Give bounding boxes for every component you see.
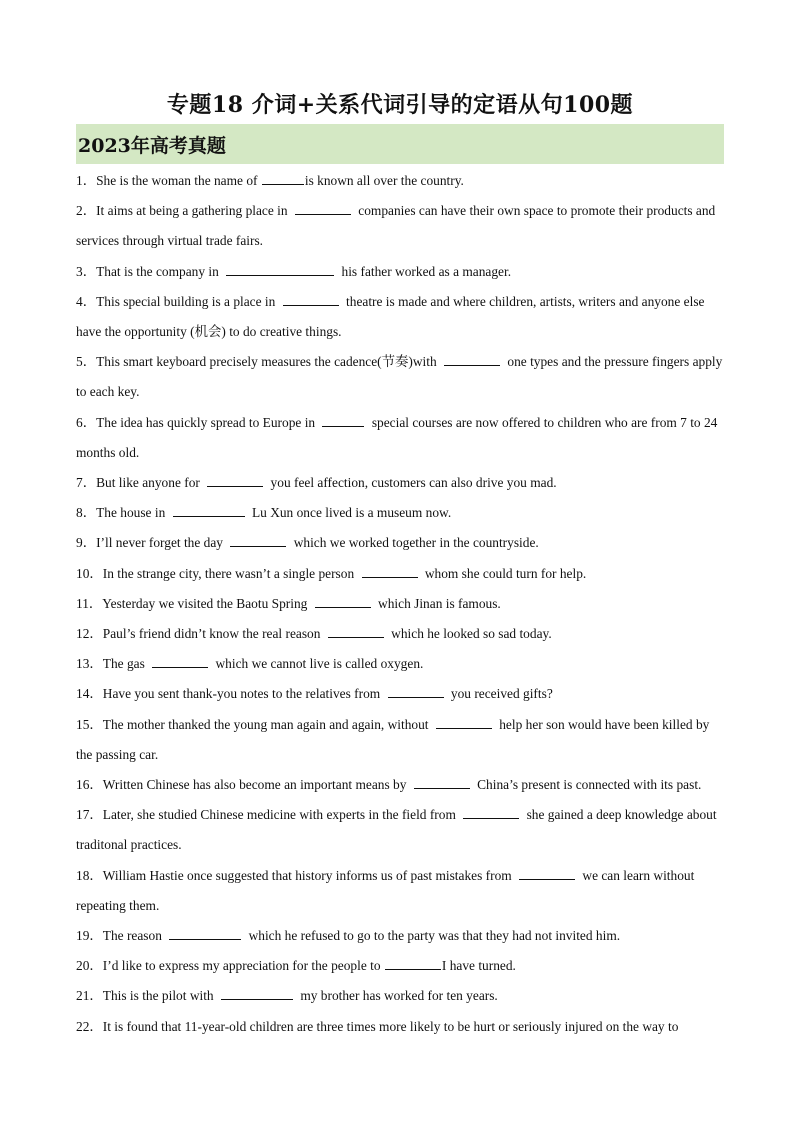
question-text: theatre is made and where children, artists, writers and anyone else have the opportunity (机会) to do creative things. — [76, 293, 705, 340]
question-text: China’s present is connected with its past. — [473, 777, 702, 793]
question-text: we can learn without repeating them. — [76, 867, 695, 913]
question-number: 11． — [76, 595, 103, 611]
question-text: I’ll never forget the day — [96, 535, 227, 551]
question-text: which he looked so sad today. — [387, 626, 552, 642]
question-number: 4． — [76, 293, 97, 309]
answer-blank[interactable] — [207, 474, 263, 487]
question-number: 3． — [76, 263, 97, 279]
question-text: companies can have their own space to promote their products and services through virtual trade fairs. — [76, 203, 716, 249]
question-number: 7． — [76, 475, 97, 491]
answer-blank[interactable] — [322, 414, 364, 427]
question-number: 19． — [76, 928, 103, 944]
question-number: 10． — [76, 565, 103, 581]
question-number: 2． — [76, 203, 97, 219]
question-number: 14． — [76, 686, 103, 702]
question-2 — [76, 196, 726, 256]
question-number: 18． — [76, 867, 103, 883]
question-text: The gas — [102, 656, 149, 672]
question-number: 1． — [76, 173, 97, 188]
question-text: whom she could turn for help. — [421, 565, 587, 581]
question-4 — [76, 287, 726, 347]
question-text: my brother has worked for ten years. — [296, 988, 498, 1004]
question-21 — [76, 981, 726, 1011]
question-text: Written Chinese has also become an important means by — [102, 777, 410, 793]
question-text: The reason — [102, 928, 166, 944]
question-number: 16． — [76, 777, 103, 793]
question-18 — [76, 861, 726, 921]
question-text: Yesterday we visited the Baotu Spring — [102, 595, 311, 611]
answer-blank[interactable] — [230, 534, 286, 547]
question-text: She is the woman the name of — [96, 173, 261, 188]
question-text: which we worked together in the countryside. — [290, 535, 539, 551]
question-text: It is found that 11-year-old children are three times more likely to be hurt or seriously injured on the way to — [102, 1018, 679, 1034]
question-15 — [76, 710, 726, 770]
question-20 — [76, 951, 726, 981]
answer-blank[interactable] — [463, 806, 519, 819]
answer-blank[interactable] — [262, 172, 304, 185]
question-14 — [76, 679, 726, 709]
answer-blank[interactable] — [414, 776, 470, 789]
answer-blank[interactable] — [444, 353, 500, 366]
question-8 — [76, 498, 726, 528]
question-number: 15． — [76, 716, 103, 732]
question-number: 12． — [76, 626, 103, 642]
question-number: 8． — [76, 505, 97, 521]
question-9 — [76, 528, 726, 558]
question-text: The mother thanked the young man again and again, without — [102, 716, 432, 732]
question-text: I have turned. — [441, 958, 516, 974]
question-text: I’d like to express my appreciation for the people to — [102, 958, 384, 974]
question-text: his father worked as a manager. — [338, 263, 512, 279]
question-text: The house in — [96, 505, 169, 521]
question-text: you feel affection, customers can also drive you mad. — [267, 475, 557, 491]
answer-blank[interactable] — [173, 504, 245, 517]
answer-blank[interactable] — [388, 685, 444, 698]
question-text: is known all over the country. — [304, 173, 464, 188]
question-text: Lu Xun once lived is a museum now. — [248, 505, 452, 521]
question-1 — [76, 166, 726, 196]
question-number: 21． — [76, 988, 103, 1004]
question-11 — [76, 589, 726, 619]
question-19 — [76, 921, 726, 951]
question-3 — [76, 257, 726, 287]
question-text: William Hastie once suggested that history informs us of past mistakes from — [102, 867, 516, 883]
answer-blank[interactable] — [436, 716, 492, 729]
page-title: 专题18 介词+关系代词引导的定语从句100题 — [166, 92, 634, 118]
question-number: 9． — [76, 535, 97, 551]
question-number: 13． — [76, 656, 103, 672]
answer-blank[interactable] — [152, 655, 208, 668]
question-text: special courses are now offered to children who are from 7 to 24 months old. — [76, 414, 718, 460]
question-number: 5． — [76, 354, 97, 370]
question-7 — [76, 468, 726, 498]
question-text: she gained a deep knowledge about traditonal practices. — [76, 807, 717, 853]
question-text: help her son would have been killed by the passing car. — [76, 716, 710, 762]
question-17 — [76, 800, 726, 860]
question-text: This is the pilot with — [102, 988, 217, 1004]
question-text: This special building is a place in — [96, 293, 279, 309]
answer-blank[interactable] — [519, 867, 575, 880]
question-text: one types and the pressure fingers apply to each key. — [76, 354, 723, 400]
question-text: The idea has quickly spread to Europe in — [96, 414, 319, 430]
question-number: 17． — [76, 807, 103, 823]
question-number: 6． — [76, 414, 97, 430]
answer-blank[interactable] — [362, 565, 418, 578]
question-text: This smart keyboard precisely measures the cadence(节奏)with — [96, 354, 441, 370]
question-text: It aims at being a gathering place in — [96, 203, 291, 219]
question-text: which we cannot live is called oxygen. — [212, 656, 424, 672]
section-header — [76, 124, 724, 164]
answer-blank[interactable] — [385, 957, 441, 970]
question-12 — [76, 619, 726, 649]
answer-blank[interactable] — [295, 202, 351, 215]
question-text: In the strange city, there wasn’t a single person — [102, 565, 358, 581]
answer-blank[interactable] — [221, 987, 293, 1000]
question-text: But like anyone for — [96, 475, 204, 491]
answer-blank[interactable] — [283, 293, 339, 306]
answer-blank[interactable] — [328, 625, 384, 638]
question-text: which Jinan is famous. — [374, 595, 501, 611]
question-text: Have you sent thank-you notes to the relatives from — [102, 686, 384, 702]
question-text: which he refused to go to the party was that they had not invited him. — [245, 928, 621, 944]
question-text: Paul’s friend didn’t know the real reason — [102, 626, 324, 642]
question-text: That is the company in — [96, 263, 223, 279]
question-text: Later, she studied Chinese medicine with experts in the field from — [102, 807, 460, 823]
question-text: you received gifts? — [447, 686, 553, 702]
answer-blank[interactable] — [169, 927, 241, 940]
question-10 — [76, 559, 726, 589]
question-number: 22． — [76, 1018, 103, 1034]
question-6 — [76, 408, 726, 468]
section-title: 2023年高考真题 — [78, 135, 226, 157]
question-13 — [76, 649, 726, 679]
question-number: 20． — [76, 958, 103, 974]
question-22 — [76, 1012, 726, 1042]
question-5 — [76, 347, 726, 407]
question-list — [76, 166, 726, 1042]
answer-blank[interactable] — [315, 595, 371, 608]
answer-blank[interactable] — [226, 263, 334, 276]
question-16 — [76, 770, 726, 800]
